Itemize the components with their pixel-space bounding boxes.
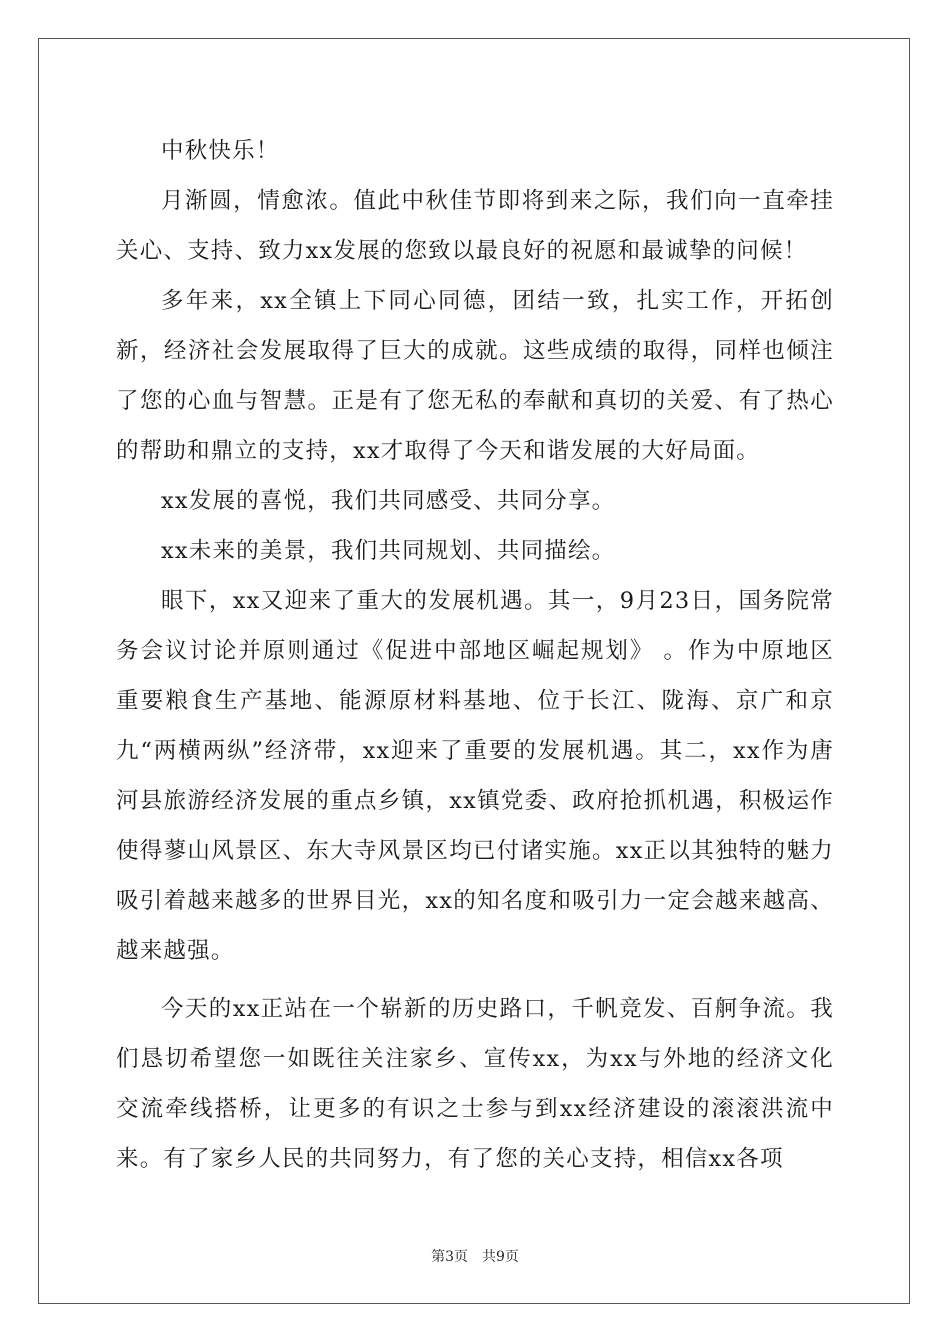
page-number-footer: 第3页 共9页 xyxy=(431,1249,519,1265)
body-paragraph: 多年来，xx全镇上下同心同德，团结一致，扎实工作，开拓创新，经济社会发展取得了巨大的成就。这些成绩的取得，同样也倾注了您的心血与智慧。正是有了您无私的奉献和真切的关爱、有了热心的帮助和鼎立的支持，xx才取得了今天和谐发展的大好局面。 xyxy=(116,288,834,464)
body-paragraph: 今天的xx正站在一个崭新的历史路口，千帆竞发、百舸争流。我们恳切希望您一如既往关注家乡、宣传xx，为xx与外地的经济文化交流牵线搭桥，让更多的有识之士参与到xx经济建设的滚滚洪流中来。有了家乡人民的共同努力，有了您的关心支持，相信xx各项 xyxy=(116,996,834,1172)
document-body xyxy=(116,126,834,1184)
body-paragraph: xx未来的美景，我们共同规划、共同描绘。 xyxy=(161,538,616,564)
greeting-paragraph: 中秋快乐！ xyxy=(161,138,280,164)
body-paragraph: 月渐圆，情愈浓。值此中秋佳节即将到来之际，我们向一直牵挂关心、支持、致力xx发展的您致以最良好的祝愿和最诚挚的问候！ xyxy=(116,188,834,264)
body-paragraph: xx发展的喜悦，我们共同感受、共同分享。 xyxy=(161,488,616,514)
body-paragraph: 眼下，xx又迎来了重大的发展机遇。其一，9月23日，国务院常务会议讨论并原则通过《促进中部地区崛起规划》 。作为中原地区重要粮食生产基地、能源原材料基地、位于长江、陇海、京广和京九“两横两纵”经济带，xx迎来了重要的发展机遇。其二，xx作为唐河县旅游经济发展的重点乡镇，xx镇党委、政府抢抓机遇，积极运作使得蓼山风景区、东大寺风景区均已付诸实施。xx正以其独特的魅力吸引着越来越多的世界目光，xx的知名度和吸引力一定会越来越高、越来越强。 xyxy=(116,588,834,964)
